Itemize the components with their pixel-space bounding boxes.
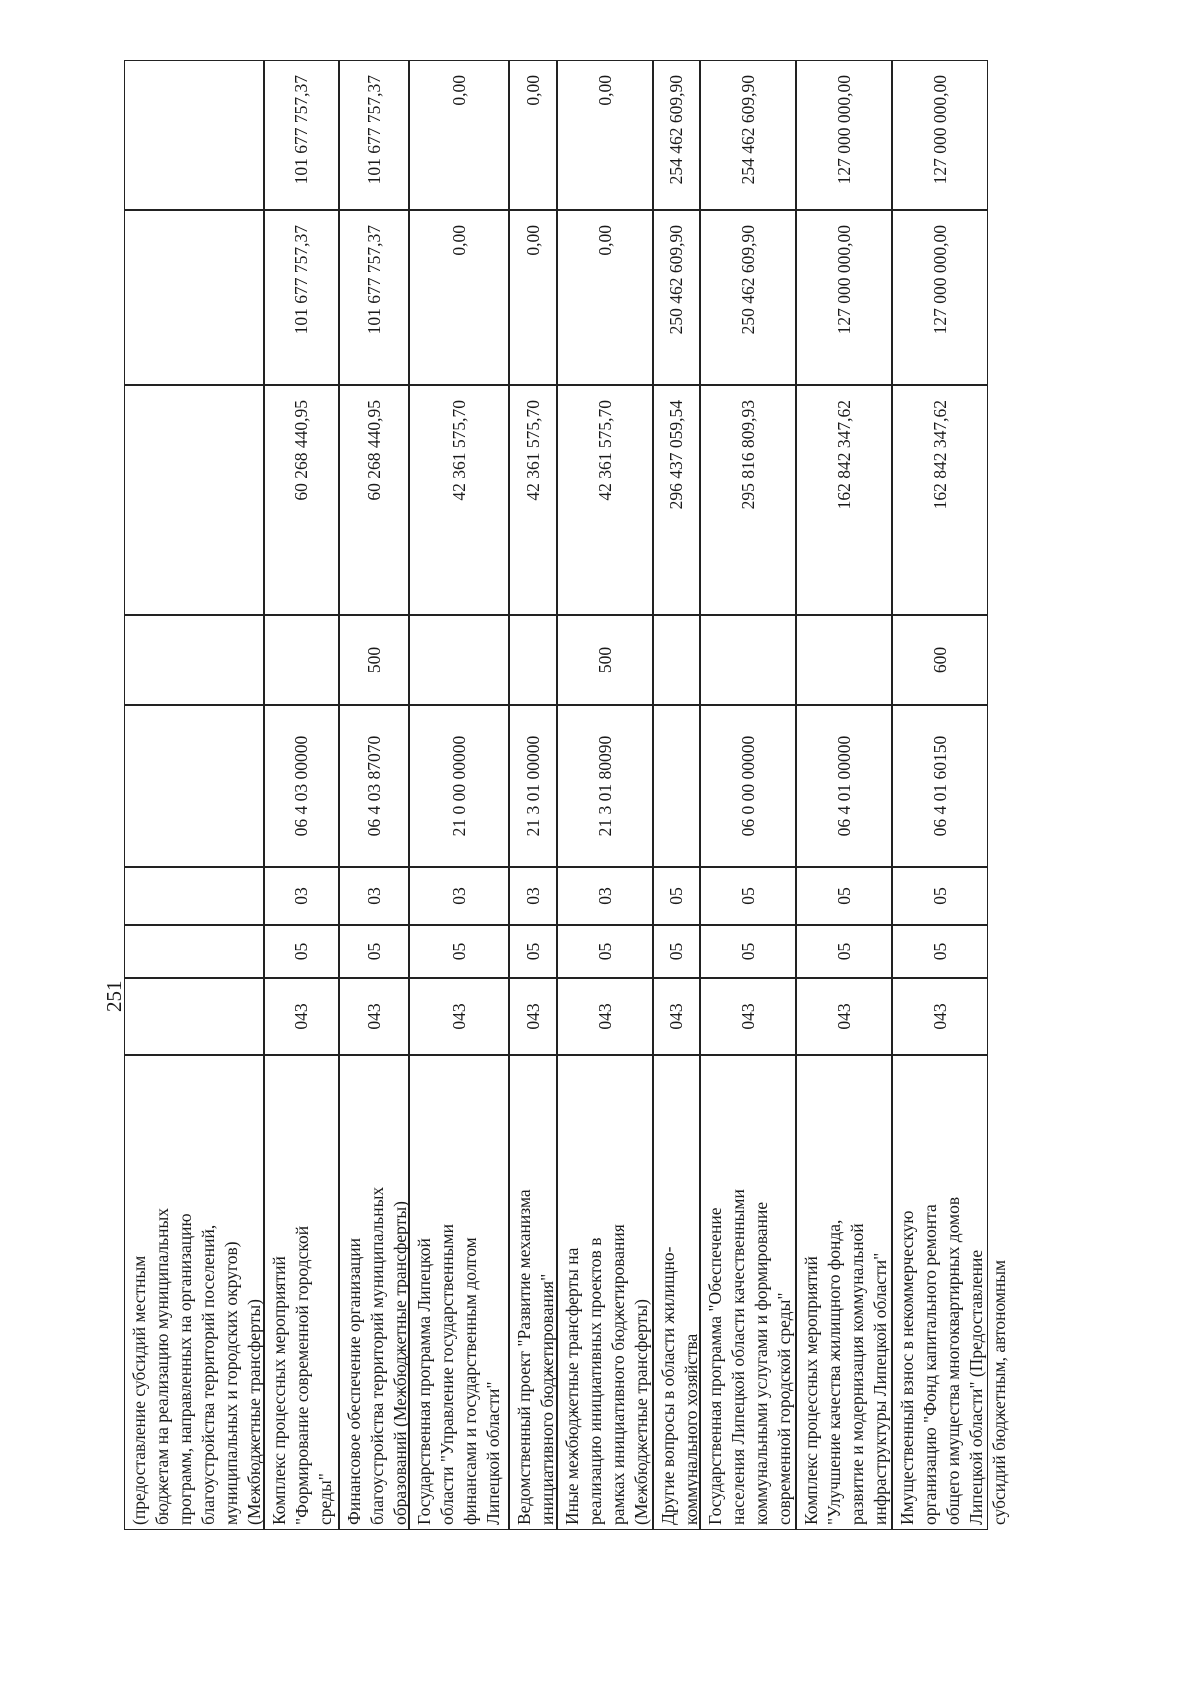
row-expense-type-text bbox=[410, 616, 508, 704]
row-target-article bbox=[653, 705, 700, 867]
row-sum-year3 bbox=[409, 60, 509, 210]
row-expense-type-text: 500 bbox=[594, 646, 615, 674]
row-expense-type bbox=[796, 615, 892, 705]
row-sum-year2-text: 127 000 000,00 bbox=[833, 225, 854, 335]
row-section bbox=[124, 925, 264, 978]
row-expense-type bbox=[509, 615, 557, 705]
row-expense-type-text bbox=[797, 616, 891, 704]
row-subsection-text: 03 bbox=[363, 887, 384, 905]
row-section-text: 05 bbox=[833, 942, 854, 961]
row-section-text: 05 bbox=[291, 942, 311, 961]
row-sum-year3 bbox=[264, 60, 339, 210]
row-sum-year1 bbox=[264, 385, 339, 615]
row-sum-year3 bbox=[796, 60, 892, 210]
row-target-article-text: 21 3 01 80090 bbox=[594, 735, 615, 837]
row-subsection-text: 05 bbox=[666, 887, 686, 905]
row-sum-year2-text: 250 462 609,90 bbox=[666, 225, 686, 335]
row-section-text: 05 bbox=[929, 942, 950, 961]
row-target-article bbox=[509, 705, 557, 867]
row-target-article bbox=[796, 705, 892, 867]
row-ved-code-text: 043 bbox=[363, 1003, 384, 1030]
row-subsection-text: 03 bbox=[594, 887, 615, 905]
row-section-text: 05 bbox=[666, 942, 686, 961]
row-name bbox=[124, 1055, 264, 1530]
row-name-text: Другие вопросы в области жилищно- коммунального хозяйства bbox=[658, 1246, 701, 1525]
row-sum-year2 bbox=[509, 210, 557, 385]
row-subsection bbox=[339, 867, 409, 925]
row-ved-code bbox=[339, 978, 409, 1055]
row-expense-type-text bbox=[265, 616, 338, 704]
row-ved-code bbox=[124, 978, 264, 1055]
row-sum-year1-text: 162 842 347,62 bbox=[833, 400, 854, 510]
row-section bbox=[509, 925, 557, 978]
row-subsection bbox=[264, 867, 339, 925]
row-name bbox=[796, 1055, 892, 1530]
row-target-article bbox=[557, 705, 653, 867]
row-sum-year3-text: 101 677 757,37 bbox=[291, 75, 311, 185]
row-ved-code-text: 043 bbox=[448, 1003, 469, 1030]
row-sum-year3-text: 254 462 609,90 bbox=[666, 75, 686, 185]
row-ved-code-text: 043 bbox=[833, 1003, 854, 1030]
row-ved-code bbox=[409, 978, 509, 1055]
row-section bbox=[264, 925, 339, 978]
row-sum-year2 bbox=[700, 210, 796, 385]
row-ved-code-text: 043 bbox=[522, 1003, 543, 1030]
row-sum-year1 bbox=[653, 385, 700, 615]
row-sum-year1-text: 42 361 575,70 bbox=[522, 400, 543, 501]
row-ved-code-text: 043 bbox=[666, 1003, 686, 1030]
row-sum-year3 bbox=[700, 60, 796, 210]
row-name bbox=[264, 1055, 339, 1530]
row-sum-year3-text: 254 462 609,90 bbox=[737, 75, 758, 185]
row-target-article bbox=[124, 705, 264, 867]
row-sum-year3-text: 0,00 bbox=[448, 75, 469, 106]
row-sum-year1-text bbox=[125, 386, 263, 614]
row-target-article bbox=[409, 705, 509, 867]
row-expense-type bbox=[557, 615, 653, 705]
row-sum-year3-text bbox=[125, 61, 263, 209]
row-subsection bbox=[557, 867, 653, 925]
row-sum-year1-text: 295 816 809,93 bbox=[737, 400, 758, 510]
row-subsection bbox=[796, 867, 892, 925]
row-name-text: (предоставление субсидий местным бюджетам на реализацию муниципальных программ, направленных на организацию благоустройства территорий поселений, муниципальных и городских округов) (Межбюджетные трансферты) bbox=[129, 1208, 264, 1525]
row-ved-code-text: 043 bbox=[929, 1003, 950, 1030]
row-subsection bbox=[124, 867, 264, 925]
row-name-text: Комплекс процессных мероприятий "Формирование современной городской среды" bbox=[269, 1225, 335, 1525]
row-expense-type bbox=[409, 615, 509, 705]
row-sum-year2 bbox=[557, 210, 653, 385]
row-subsection-text: 03 bbox=[448, 887, 469, 905]
row-expense-type bbox=[700, 615, 796, 705]
row-ved-code-text: 043 bbox=[291, 1003, 311, 1030]
row-section bbox=[796, 925, 892, 978]
row-subsection-text: 05 bbox=[929, 887, 950, 905]
row-sum-year2-text: 101 677 757,37 bbox=[363, 225, 384, 335]
row-expense-type bbox=[124, 615, 264, 705]
row-sum-year1 bbox=[700, 385, 796, 615]
row-section bbox=[653, 925, 700, 978]
row-sum-year2-text: 0,00 bbox=[522, 225, 543, 256]
row-sum-year3 bbox=[892, 60, 988, 210]
row-section-text: 05 bbox=[522, 942, 543, 961]
row-name bbox=[700, 1055, 796, 1530]
row-name bbox=[509, 1055, 557, 1530]
row-expense-type-text: 600 bbox=[929, 646, 950, 674]
row-target-article-text: 06 4 01 60150 bbox=[929, 735, 950, 837]
row-target-article-text: 21 3 01 00000 bbox=[522, 735, 543, 837]
row-sum-year2 bbox=[339, 210, 409, 385]
row-subsection-text: 03 bbox=[291, 887, 311, 905]
row-section-text: 05 bbox=[594, 942, 615, 961]
row-sum-year3 bbox=[124, 60, 264, 210]
row-sum-year1-text: 60 268 440,95 bbox=[291, 400, 311, 501]
row-subsection-text: 05 bbox=[833, 887, 854, 905]
row-name bbox=[339, 1055, 409, 1530]
row-ved-code bbox=[796, 978, 892, 1055]
row-sum-year1-text: 42 361 575,70 bbox=[448, 400, 469, 501]
row-name-text: Государственная программа "Обеспечение населения Липецкой области качественными коммунальными услугами и формирование современной городской среды" bbox=[705, 1189, 794, 1525]
row-expense-type-text bbox=[654, 616, 699, 704]
row-sum-year2-text: 250 462 609,90 bbox=[737, 225, 758, 335]
row-sum-year1-text: 296 437 059,54 bbox=[666, 400, 686, 510]
row-sum-year1-text: 60 268 440,95 bbox=[363, 400, 384, 501]
row-subsection bbox=[700, 867, 796, 925]
row-name bbox=[557, 1055, 653, 1530]
row-sum-year3-text: 0,00 bbox=[522, 75, 543, 106]
row-target-article bbox=[339, 705, 409, 867]
row-ved-code-text: 043 bbox=[737, 1003, 758, 1030]
row-expense-type-text: 500 bbox=[363, 646, 384, 674]
row-sum-year1 bbox=[409, 385, 509, 615]
row-sum-year1-text: 42 361 575,70 bbox=[594, 400, 615, 501]
row-sum-year2-text: 0,00 bbox=[594, 225, 615, 256]
row-name-text: Комплекс процессных мероприятий "Улучшение качества жилищного фонда, развитие и модернизация коммунальной инфраструктуры Липецкой области" bbox=[801, 1219, 890, 1525]
row-name-text: Имущественный взнос в некоммерческую организацию "Фонд капитального ремонта общего имущества многоквартирных домов Липецкой области" (Предоставление субсидий бюджетным, автономным bbox=[897, 1196, 1009, 1525]
row-sum-year2 bbox=[124, 210, 264, 385]
row-ved-code bbox=[653, 978, 700, 1055]
row-sum-year1 bbox=[557, 385, 653, 615]
row-target-article bbox=[892, 705, 988, 867]
row-sum-year1 bbox=[124, 385, 264, 615]
row-subsection bbox=[409, 867, 509, 925]
row-ved-code-text bbox=[125, 979, 263, 1054]
row-sum-year1 bbox=[892, 385, 988, 615]
row-expense-type bbox=[339, 615, 409, 705]
row-name-text: Государственная программа Липецкой области "Управление государственными финансами и государственным долгом Липецкой области" bbox=[414, 1224, 503, 1525]
row-ved-code-text: 043 bbox=[594, 1003, 615, 1030]
row-section-text: 05 bbox=[737, 942, 758, 961]
row-name-text: Финансовое обеспечение организации благоустройства территорий муниципальных образований (Межбюджетные трансферты) bbox=[344, 1186, 410, 1525]
row-target-article-text: 06 4 01 00000 bbox=[833, 735, 854, 837]
row-expense-type-text bbox=[125, 616, 263, 704]
row-sum-year1 bbox=[509, 385, 557, 615]
row-sum-year2-text: 0,00 bbox=[448, 225, 469, 256]
row-target-article-text: 06 4 03 00000 bbox=[291, 735, 311, 837]
row-ved-code bbox=[557, 978, 653, 1055]
row-ved-code bbox=[700, 978, 796, 1055]
row-section bbox=[892, 925, 988, 978]
row-sum-year3 bbox=[509, 60, 557, 210]
row-name bbox=[892, 1055, 1009, 1530]
row-expense-type-text bbox=[701, 616, 795, 704]
row-sum-year2-text: 101 677 757,37 bbox=[291, 225, 311, 335]
row-subsection-text: 05 bbox=[737, 887, 758, 905]
row-ved-code bbox=[264, 978, 339, 1055]
row-target-article-text: 06 4 03 87070 bbox=[363, 735, 384, 837]
row-expense-type bbox=[892, 615, 988, 705]
row-expense-type bbox=[653, 615, 700, 705]
row-section-text: 05 bbox=[448, 942, 469, 961]
row-target-article-text bbox=[125, 706, 263, 866]
row-subsection bbox=[653, 867, 700, 925]
row-section bbox=[700, 925, 796, 978]
row-subsection-text: 03 bbox=[522, 887, 543, 905]
row-sum-year2 bbox=[264, 210, 339, 385]
row-sum-year1 bbox=[339, 385, 409, 615]
row-name-text: Иные межбюджетные трансферты на реализацию инициативных проектов в рамках инициативного бюджетирования (Межбюджетные трансферты) bbox=[562, 1224, 651, 1525]
row-section-text: 05 bbox=[363, 942, 384, 961]
row-sum-year3-text: 127 000 000,00 bbox=[929, 75, 950, 185]
row-name-text: Ведомственный проект "Развитие механизма инициативного бюджетирования" bbox=[514, 1189, 557, 1525]
row-target-article-text: 06 0 00 00000 bbox=[737, 735, 758, 837]
row-target-article-text bbox=[654, 706, 699, 866]
row-name bbox=[409, 1055, 509, 1530]
row-sum-year3 bbox=[339, 60, 409, 210]
row-sum-year2 bbox=[892, 210, 988, 385]
row-subsection bbox=[509, 867, 557, 925]
row-sum-year3-text: 101 677 757,37 bbox=[363, 75, 384, 185]
row-target-article bbox=[700, 705, 796, 867]
row-expense-type bbox=[264, 615, 339, 705]
page-number: 251 bbox=[102, 980, 126, 1012]
row-sum-year2 bbox=[653, 210, 700, 385]
row-target-article bbox=[264, 705, 339, 867]
row-section bbox=[409, 925, 509, 978]
row-sum-year3 bbox=[557, 60, 653, 210]
row-sum-year1-text: 162 842 347,62 bbox=[929, 400, 950, 510]
row-ved-code bbox=[509, 978, 557, 1055]
row-sum-year3-text: 0,00 bbox=[594, 75, 615, 106]
row-sum-year2 bbox=[796, 210, 892, 385]
row-target-article-text: 21 0 00 00000 bbox=[448, 735, 469, 837]
row-sum-year2 bbox=[409, 210, 509, 385]
row-section bbox=[339, 925, 409, 978]
row-subsection bbox=[892, 867, 988, 925]
row-expense-type-text bbox=[510, 616, 556, 704]
row-section bbox=[557, 925, 653, 978]
row-ved-code bbox=[892, 978, 988, 1055]
row-sum-year2-text: 127 000 000,00 bbox=[929, 225, 950, 335]
row-sum-year3-text: 127 000 000,00 bbox=[833, 75, 854, 185]
row-name bbox=[653, 1055, 700, 1530]
row-sum-year3 bbox=[653, 60, 700, 210]
row-sum-year1 bbox=[796, 385, 892, 615]
row-section-text bbox=[125, 926, 263, 977]
row-subsection-text bbox=[125, 868, 263, 924]
row-sum-year2-text bbox=[125, 211, 263, 384]
